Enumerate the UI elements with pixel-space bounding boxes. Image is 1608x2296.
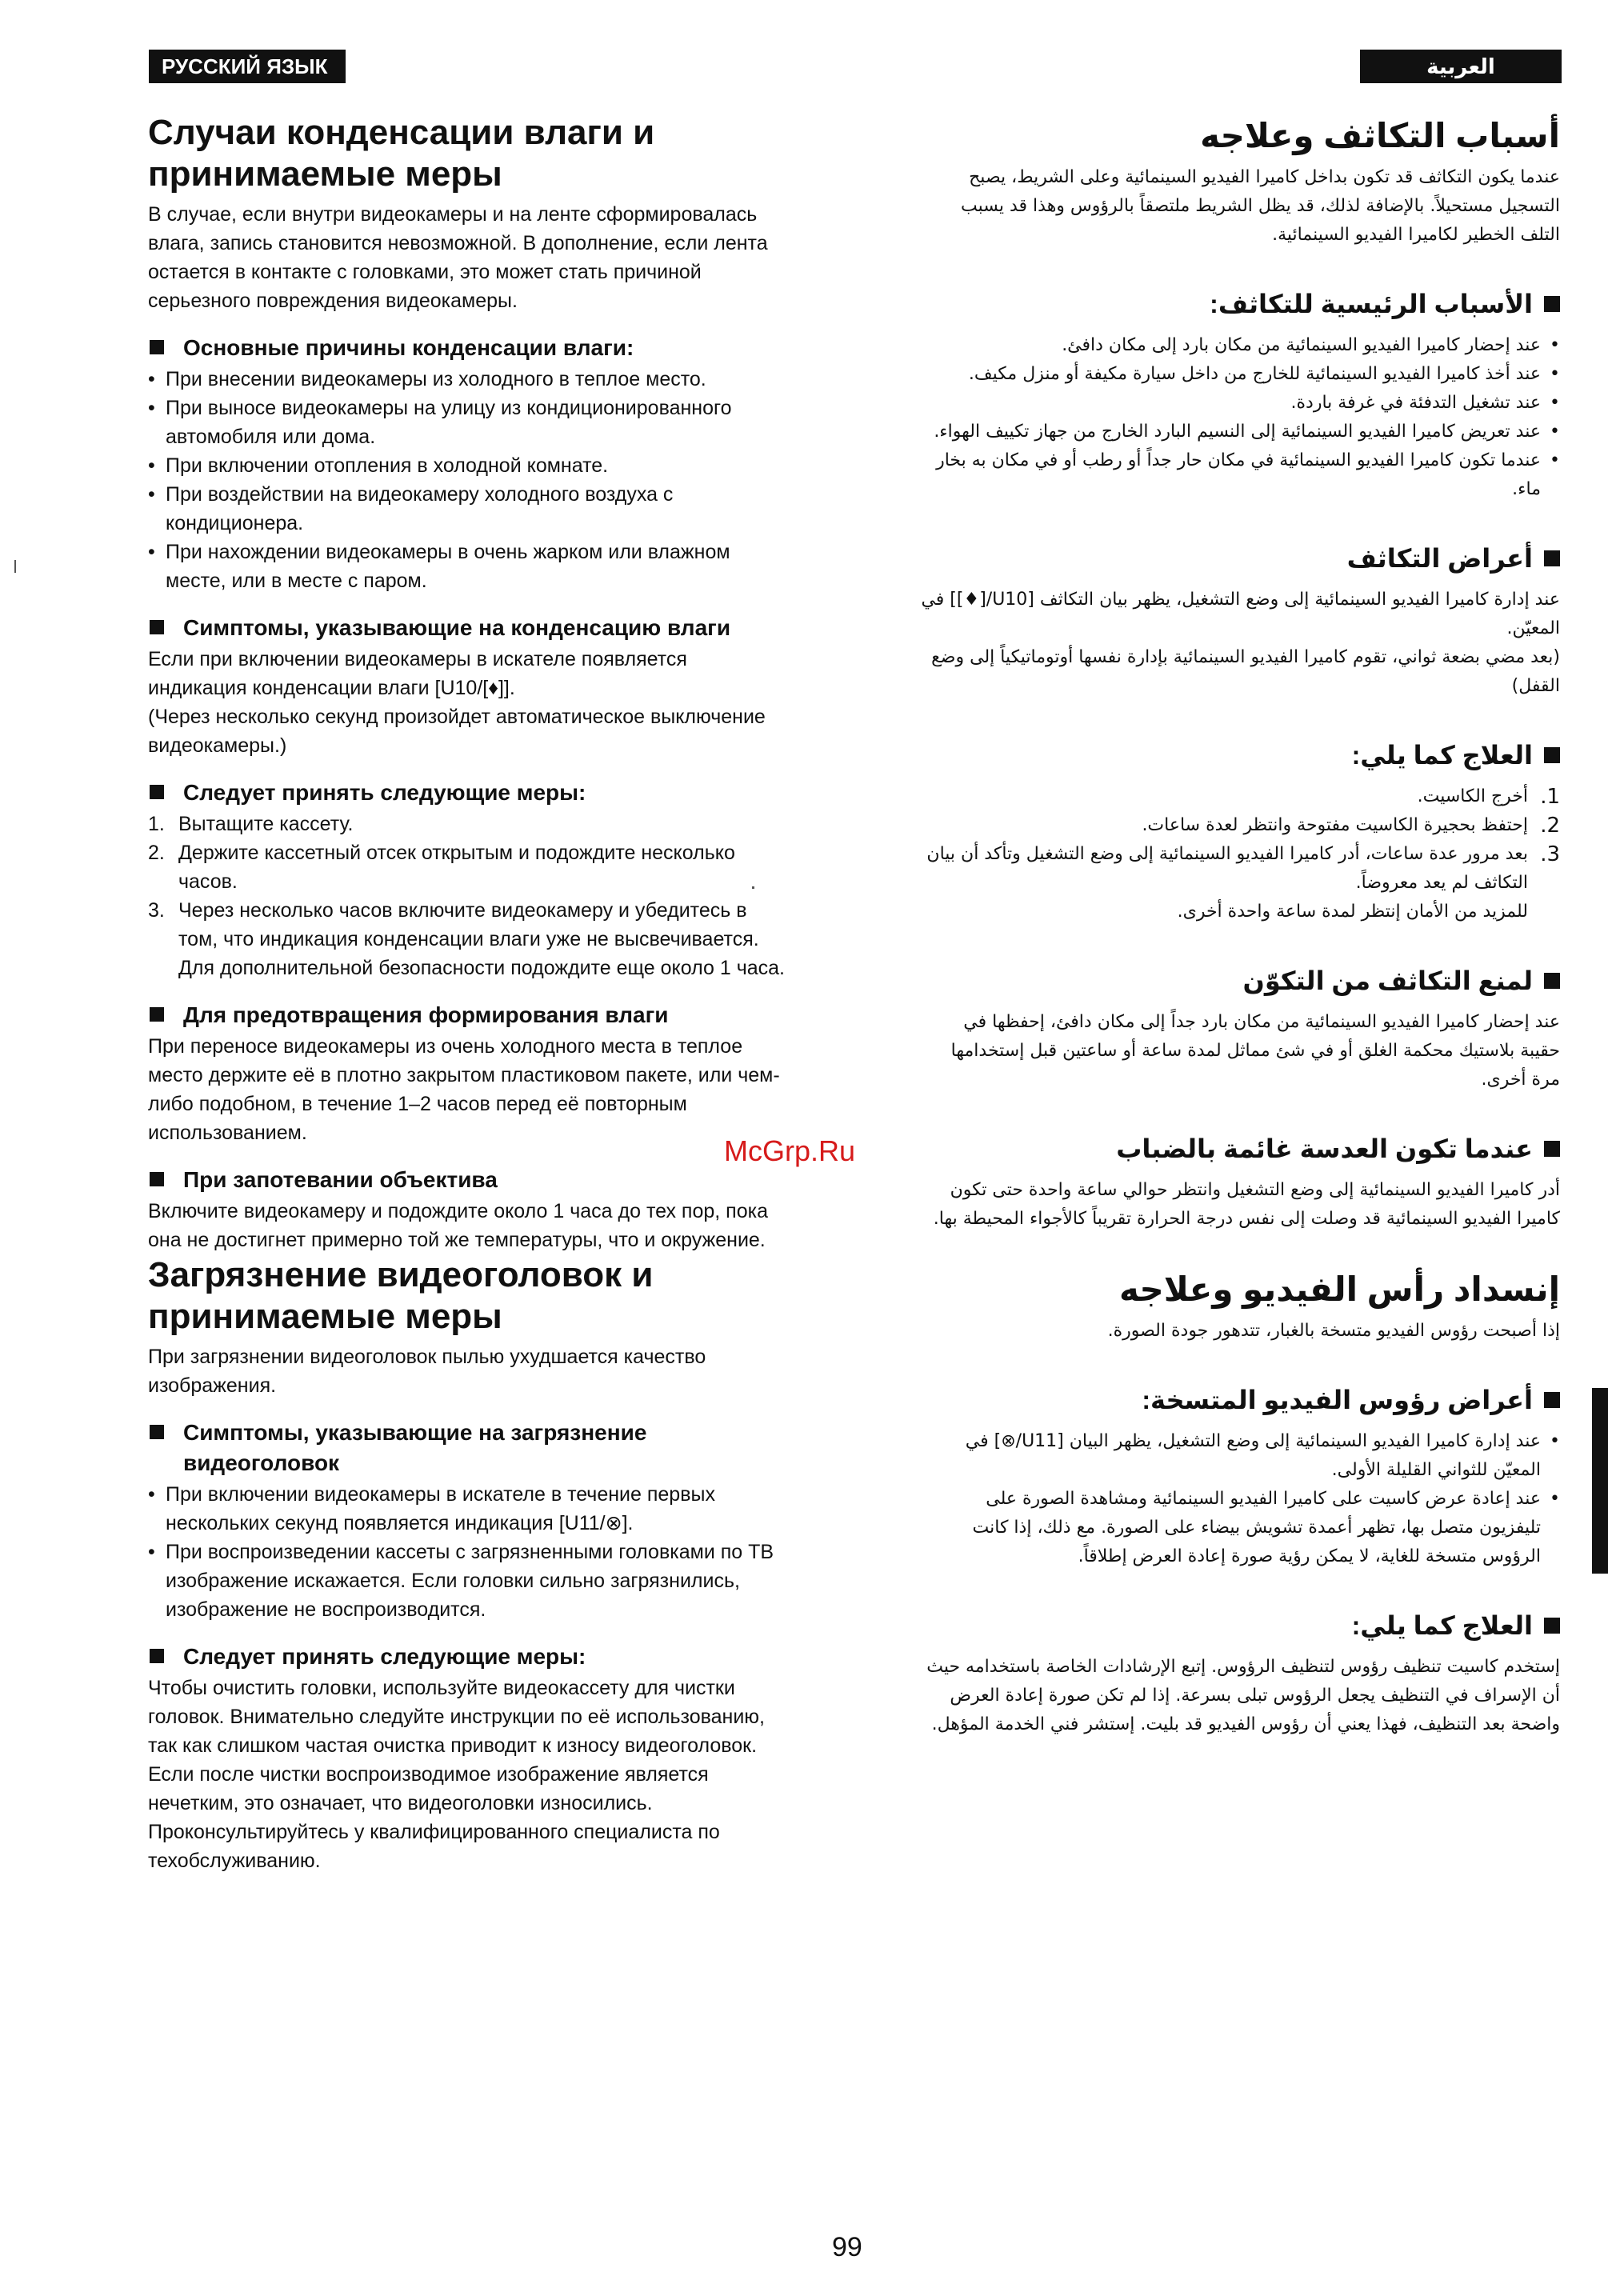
causes-list-ar	[920, 331, 1560, 504]
list-item: • При включении отопления в холодной комнате.	[148, 451, 788, 480]
margin-dot-mark	[752, 886, 754, 889]
list-item: • عندما تكون كاميرا الفيديو السينمائية في مكان حار جداً أو رطب أو في مكان به بخار ماء.	[920, 446, 1560, 504]
condensation-intro: В случае, если внутри видеокамеры и на ленте сформировалась влага, запись становится невозможной. В дополнение, если лента остается в контакте с головками, это может стать причиной серьезного повреждения видеокамеры.	[148, 203, 768, 312]
symptoms-text: Если при включении видеокамеры в искателе появляется индикация конденсации влаги [U10/[♦]].	[148, 648, 687, 699]
symptoms-text-ar: عند إدارة كاميرا الفيديو السينمائية إلى وضع التشغيل، يظهر بيان التكاثف [U10/[♦]] في المعيّن.	[921, 590, 1560, 638]
condensation-intro-ar: عندما يكون التكاثف قد تكون بداخل كاميرا الفيديو السينمائية وعلى الشريط، يصبح التسجيل مستحيلاً. بالإضافة لذلك، قد يظل الشريط ملتصقاً بالرؤوس وهذا قد يسبب التلف الخطير لكاميرا الفيديو السينمائية.	[961, 167, 1560, 245]
subheading-lens-ar: عندما تكون العدسة غائمة بالضباب	[920, 1130, 1560, 1168]
heads-intro: При загрязнении видеоголовок пылью ухудшается качество изображения.	[148, 1346, 706, 1397]
bullet-square-icon	[150, 620, 164, 634]
list-item: • При воспроизведении кассеты с загрязненными головками по ТВ изображение искажается. Если головки сильно загрязнились, изображение не воспроизводится.	[148, 1538, 788, 1624]
language-tab-arabic: العربية	[1360, 50, 1562, 83]
list-item: 3. بعد مرور عدة ساعات، أدر كاميرا الفيديو السينمائية إلى وضع التشغيل وتأكد أن بيان التكاثف لم يعد معروضاً.	[926, 842, 1560, 893]
page-number: 99	[832, 2232, 862, 2262]
subheading-dirty-symptoms: Симптомы, указывающие на загрязнение видеоголовок	[148, 1418, 788, 1478]
symptoms-note: (Через несколько секунд произойдет автоматическое выключение видеокамеры.)	[148, 706, 766, 757]
dirty-list	[148, 1480, 788, 1624]
list-item: • При нахождении видеокамеры в очень жарком или влажном месте, или в месте с паром.	[148, 538, 788, 595]
prevent-text-ar: عند إحضار كاميرا الفيديو السينمائية من مكان بارد جداً إلى مكان دافئ، إحفظها في حقيبة بلاستيك محكمة الغلق أو في شئ مماثل لمدة ساعة أو ساعتين قبل إستخدامها مرة أخرى.	[950, 1012, 1560, 1090]
dirty-list-ar	[920, 1427, 1560, 1571]
bullet-square-icon	[150, 1649, 164, 1663]
bullet-square-icon	[1544, 296, 1560, 312]
bullet-square-icon	[1544, 1141, 1560, 1157]
subheading-symptoms: Симптомы, указывающие на конденсацию влаги	[148, 613, 788, 643]
actions-list-ar	[920, 782, 1560, 898]
heads-intro-ar: إذا أصبحت رؤوس الفيديو متسخة بالغبار، تتدهور جودة الصورة.	[1107, 1321, 1560, 1341]
bullet-square-icon	[1544, 973, 1560, 989]
list-item: • При включении видеокамеры в искателе в течение первых нескольких секунд появляется индикация [U11/⊗].	[148, 1480, 788, 1538]
bullet-square-icon	[1544, 747, 1560, 763]
subheading-symptoms-ar: أعراض التكاثف	[920, 539, 1560, 578]
subheading-causes: Основные причины конденсации влаги:	[148, 333, 788, 363]
subheading-actions: Следует принять следующие меры:	[148, 778, 788, 808]
subheading-actions-ar: العلاج كما يلي:	[920, 736, 1560, 774]
symptoms-note-ar: (بعد مضي بضعة ثواني، تقوم كاميرا الفيديو السينمائية بإدارة نفسها أوتوماتيكياً إلى وضع القفل)	[931, 647, 1560, 696]
subheading-prevent-ar: لمنع التكاثف من التكوّن	[920, 962, 1560, 1000]
actions-extra: Для дополнительной безопасности подождите еще около 1 часа.	[178, 957, 785, 979]
clean-text-ar: إستخدم كاسيت تنظيف رؤوس لتنظيف الرؤوس. إتبع الإرشادات الخاصة باستخدامه حيث أن الإسراف في التنظيف يجعل الرؤوس تبلى بسرعة. إذا لم تكن صورة إعادة العرض واضحة بعد التنظيف، فهذا يعني أن رؤوس الفيديو قد بليت. إستشر فني الخدمة المؤهل.	[926, 1657, 1560, 1734]
bullet-square-icon	[150, 1007, 164, 1022]
list-item: • عند أخذ كاميرا الفيديو السينمائية للخارج من داخل سيارة مكيفة أو منزل مكيف.	[920, 360, 1560, 389]
list-item: • При внесении видеокамеры из холодного в теплое место.	[148, 365, 788, 394]
list-item: • عند إدارة كاميرا الفيديو السينمائية إلى وضع التشغيل، يظهر البيان [U11/⊗] في المعيّن للثواني القليلة الأولى.	[920, 1427, 1560, 1485]
actions-list	[148, 810, 788, 954]
list-item: • При воздействии на видеокамеру холодного воздуха с кондиционера.	[148, 480, 788, 538]
list-item: 3. Через несколько часов включите видеокамеру и убедитесь в том, что индикация конденсации влаги уже не высвечивается.	[148, 899, 759, 950]
bullet-square-icon	[150, 340, 164, 354]
list-item: 2. Держите кассетный отсек открытым и подождите несколько часов.	[148, 842, 735, 893]
arabic-column	[920, 112, 1560, 1739]
margin-tick-mark	[14, 560, 16, 573]
list-item: 1. Вытащите кассету.	[148, 813, 354, 835]
bullet-square-icon	[1544, 550, 1560, 566]
lens-text: Включите видеокамеру и подождите около 1 часа до тех пор, пока она не достигнет примерно той же температуры, что и окружение.	[148, 1200, 768, 1251]
causes-list	[148, 365, 788, 595]
list-item: • При выносе видеокамеры на улицу из кондиционированного автомобиля или дома.	[148, 394, 788, 451]
section-title-heads: Загрязнение видеоголовок и принимаемые меры	[148, 1255, 654, 1336]
bullet-square-icon	[150, 1425, 164, 1439]
bullet-square-icon	[1544, 1392, 1560, 1408]
section-title-heads-ar: إنسداد رأس الفيديو وعلاجه	[1119, 1270, 1560, 1308]
russian-column	[148, 112, 788, 1875]
list-item: • عند تشغيل التدفئة في غرفة باردة.	[920, 389, 1560, 418]
watermark-text: McGrp.Ru	[724, 1134, 856, 1167]
section-edge-marker	[1592, 1388, 1608, 1574]
subheading-causes-ar: الأسباب الرئيسية للتكاثف:	[920, 285, 1560, 323]
subheading-prevent: Для предотвращения формирования влаги	[148, 1000, 788, 1030]
list-item: 1. أخرج الكاسيت.	[1417, 785, 1560, 809]
bullet-square-icon	[150, 1172, 164, 1186]
list-item: • عند تعريض كاميرا الفيديو السينمائية إلى النسيم البارد الخارج من جهاز تكييف الهواء.	[920, 418, 1560, 446]
section-title-condensation: Случаи конденсации влаги и принимаемые меры	[148, 113, 655, 194]
subheading-dirty-symptoms-ar: أعراض رؤوس الفيديو المتسخة:	[920, 1381, 1560, 1419]
clean-text: Чтобы очистить головки, используйте видеокассету для чистки головок. Внимательно следуйте инструкции по её использованию, так как слишком частая очистка приводит к износу видеоголовок. Если после чистки воспроизводимое изображение является нечетким, это означает, что видеоголовки износились. Проконсультируйтесь у квалифицированного специалиста по техобслуживанию.	[148, 1677, 765, 1872]
bullet-square-icon	[1544, 1618, 1560, 1634]
prevent-text: При переносе видеокамеры из очень холодного места в теплое место держите её в плотно закрытом пластиковом пакете, или чем-либо подобном, в течение 1–2 часов перед её повторным использованием.	[148, 1035, 780, 1144]
lens-text-ar: أدر كاميرا الفيديو السينمائية إلى وضع التشغيل وانتظر حوالي ساعة واحدة حتى تكون كاميرا الفيديو السينمائية قد وصلت إلى نفس درجة الحرارة تقريباً كالأجواء المحيطة بها.	[933, 1180, 1560, 1229]
subheading-clean: Следует принять следующие меры:	[148, 1642, 788, 1672]
list-item: 2. إحتفظ بحجيرة الكاسيت مفتوحة وانتظر لعدة ساعات.	[1142, 814, 1560, 838]
actions-extra-ar: للمزيد من الأمان إنتظر لمدة ساعة واحدة أخرى.	[1177, 902, 1528, 922]
subheading-lens: При запотевании объектива	[148, 1165, 788, 1195]
subheading-clean-ar: العلاج كما يلي:	[920, 1606, 1560, 1645]
section-title-condensation-ar: أسباب التكاثف وعلاجه	[1200, 117, 1560, 154]
language-tab-russian: РУССКИЙ ЯЗЫК	[149, 50, 346, 83]
list-item: • عند إحضار كاميرا الفيديو السينمائية من مكان بارد إلى مكان دافئ.	[920, 331, 1560, 360]
bullet-square-icon	[150, 785, 164, 799]
list-item: • عند إعادة عرض كاسيت على كاميرا الفيديو السينمائية ومشاهدة الصورة على تليفزيون متصل بها، تظهر أعمدة تشويش بيضاء على الصورة. مع ذلك، إذا كانت الرؤوس متسخة للغاية، لا يمكن رؤية صورة إعادة العرض إطلاقاً.	[920, 1485, 1560, 1571]
